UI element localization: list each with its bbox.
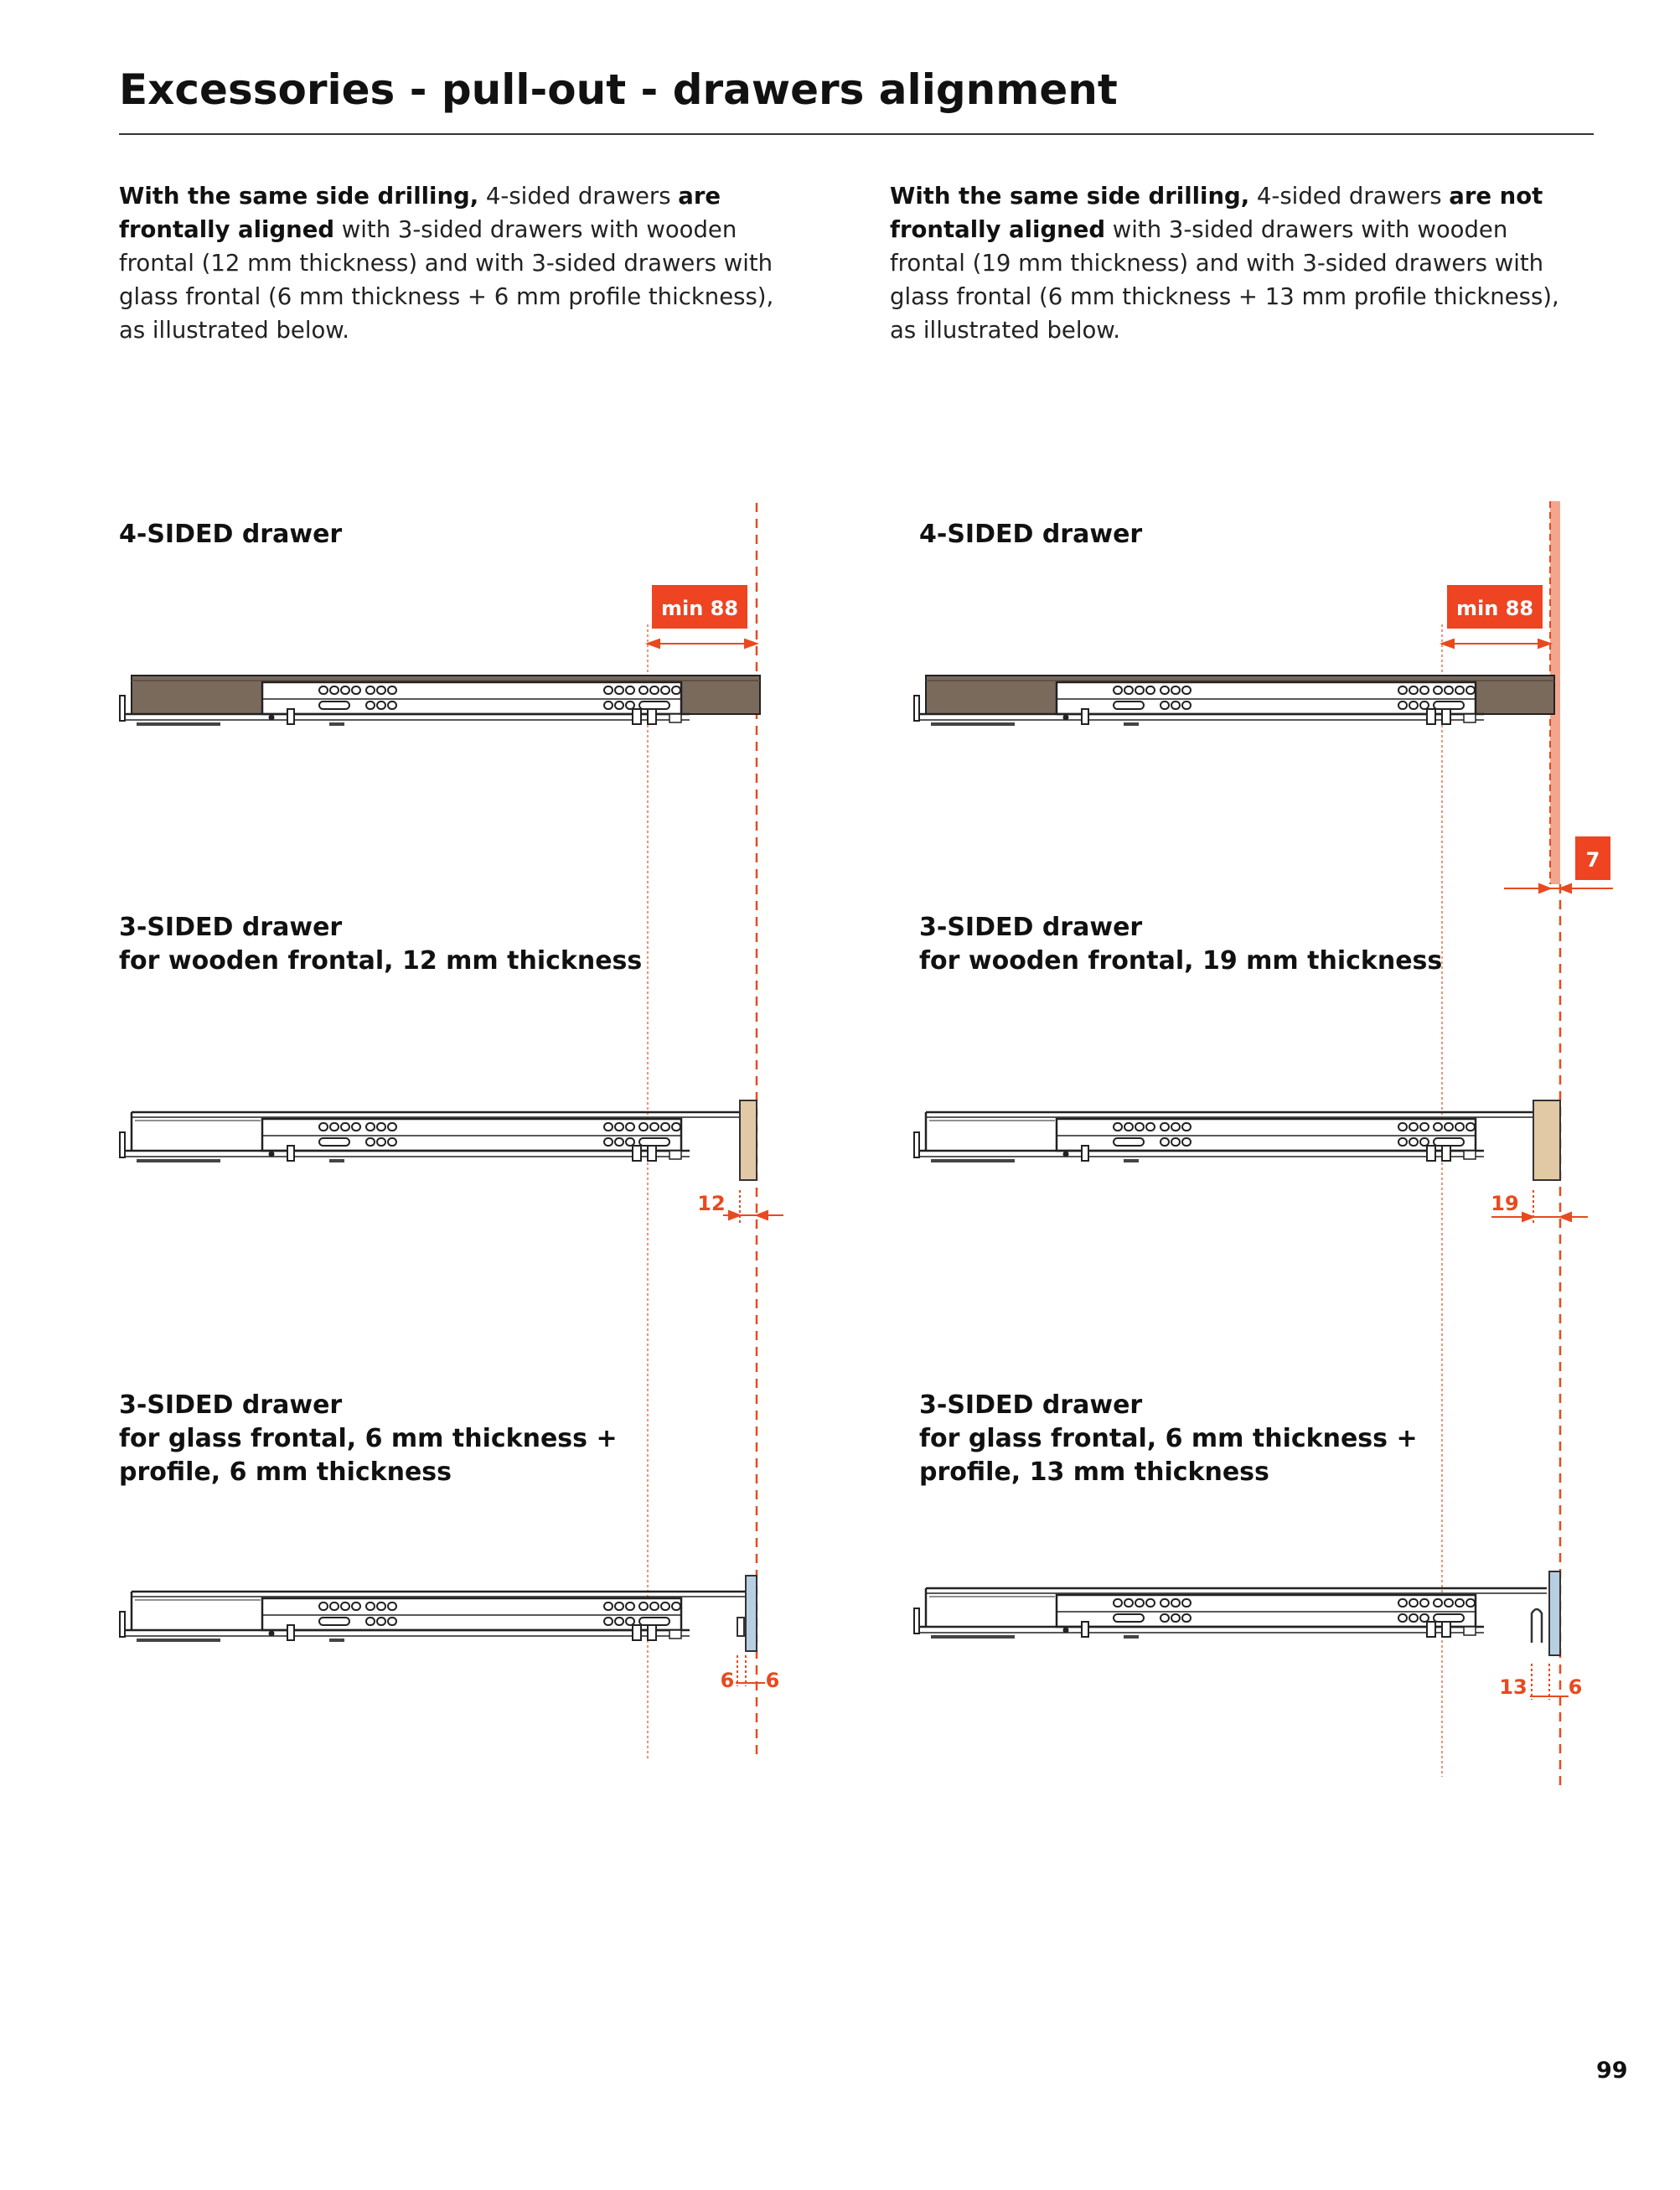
heading-line: 4-SIDED drawer xyxy=(119,520,343,549)
left-glass-frontal xyxy=(746,1576,757,1651)
right-3-sided-wood-drawer xyxy=(914,1112,1547,1162)
intro-left-text-2: with 3-sided drawers with wooden frontal (12 mm thickness) and with 3-sided drawers with glass frontal (6 mm thickness + 6 mm profile thickness), as illustrated below. xyxy=(119,216,774,344)
right-4-sided-drawer xyxy=(914,676,1554,726)
right-glass-dimension-line xyxy=(1530,1664,1569,1700)
heading-line: 4-SIDED drawer xyxy=(919,520,1143,549)
heading-line: for wooden frontal, 19 mm thickness xyxy=(919,946,1443,976)
heading-line: profile, 13 mm thickness xyxy=(919,1457,1269,1487)
intro-left-bold-1: With the same side drilling, xyxy=(119,183,479,210)
intro-right-text-2: with 3-sided drawers with wooden frontal (19 mm thickness) and with 3-sided drawers with glass frontal (6 mm thickness + 13 mm profile thickness), as illustrated below. xyxy=(890,216,1559,344)
right-wood-frontal xyxy=(1533,1100,1560,1180)
right-min-label: min 88 xyxy=(1455,597,1534,620)
right-glass-label-b: 6 xyxy=(1568,1675,1583,1699)
left-min-dimension-line xyxy=(648,639,757,648)
left-wood-frontal xyxy=(740,1100,757,1180)
left-glass-label-a: 6 xyxy=(720,1669,735,1692)
left-3-sided-wood-drawer xyxy=(120,1112,752,1162)
heading-line: 3-SIDED drawer xyxy=(919,1390,1143,1420)
left-glass-label-b: 6 xyxy=(765,1669,780,1692)
intro-left-text-1: 4-sided drawers xyxy=(478,183,679,210)
heading-line: 3-SIDED drawer xyxy=(919,913,1143,942)
left-glass-profile xyxy=(737,1618,744,1636)
right-offset-dimension-line xyxy=(1504,884,1613,893)
heading-line: profile, 6 mm thickness xyxy=(119,1457,452,1487)
left-wood-label: 12 xyxy=(697,1192,726,1215)
heading-line: for glass frontal, 6 mm thickness + xyxy=(919,1424,1418,1453)
heading-line: 3-SIDED drawer xyxy=(119,1390,343,1420)
left-wood-dimension-line xyxy=(723,1190,783,1224)
intro-left-bold-2: are frontally aligned xyxy=(119,183,721,243)
left-glass-dimension-line xyxy=(736,1655,765,1686)
right-min-dimension-line xyxy=(1442,639,1550,648)
right-glass-frontal xyxy=(1549,1571,1560,1655)
right-wood-label: 19 xyxy=(1491,1192,1519,1215)
left-4-sided-drawer xyxy=(120,676,760,726)
heading-line: for wooden frontal, 12 mm thickness xyxy=(119,946,643,976)
heading-line: for glass frontal, 6 mm thickness + xyxy=(119,1424,618,1453)
right-3-sided-glass-drawer xyxy=(914,1588,1547,1639)
page-title: Excessories - pull-out - drawers alignment xyxy=(119,65,1118,114)
intro-right-bold-1: With the same side drilling, xyxy=(890,183,1250,210)
left-min-label: min 88 xyxy=(660,597,739,620)
intro-right-bold-2: are not frontally aligned xyxy=(890,183,1543,243)
right-glass-label-a: 13 xyxy=(1499,1675,1528,1699)
left-3-sided-glass-drawer xyxy=(120,1592,752,1642)
right-glass-profile xyxy=(1532,1609,1542,1643)
heading-line: 3-SIDED drawer xyxy=(119,913,343,942)
right-offset-label: 7 xyxy=(1585,848,1600,872)
page-number: 99 xyxy=(1596,2058,1628,2084)
intro-right-text-1: 4-sided drawers xyxy=(1249,183,1450,210)
